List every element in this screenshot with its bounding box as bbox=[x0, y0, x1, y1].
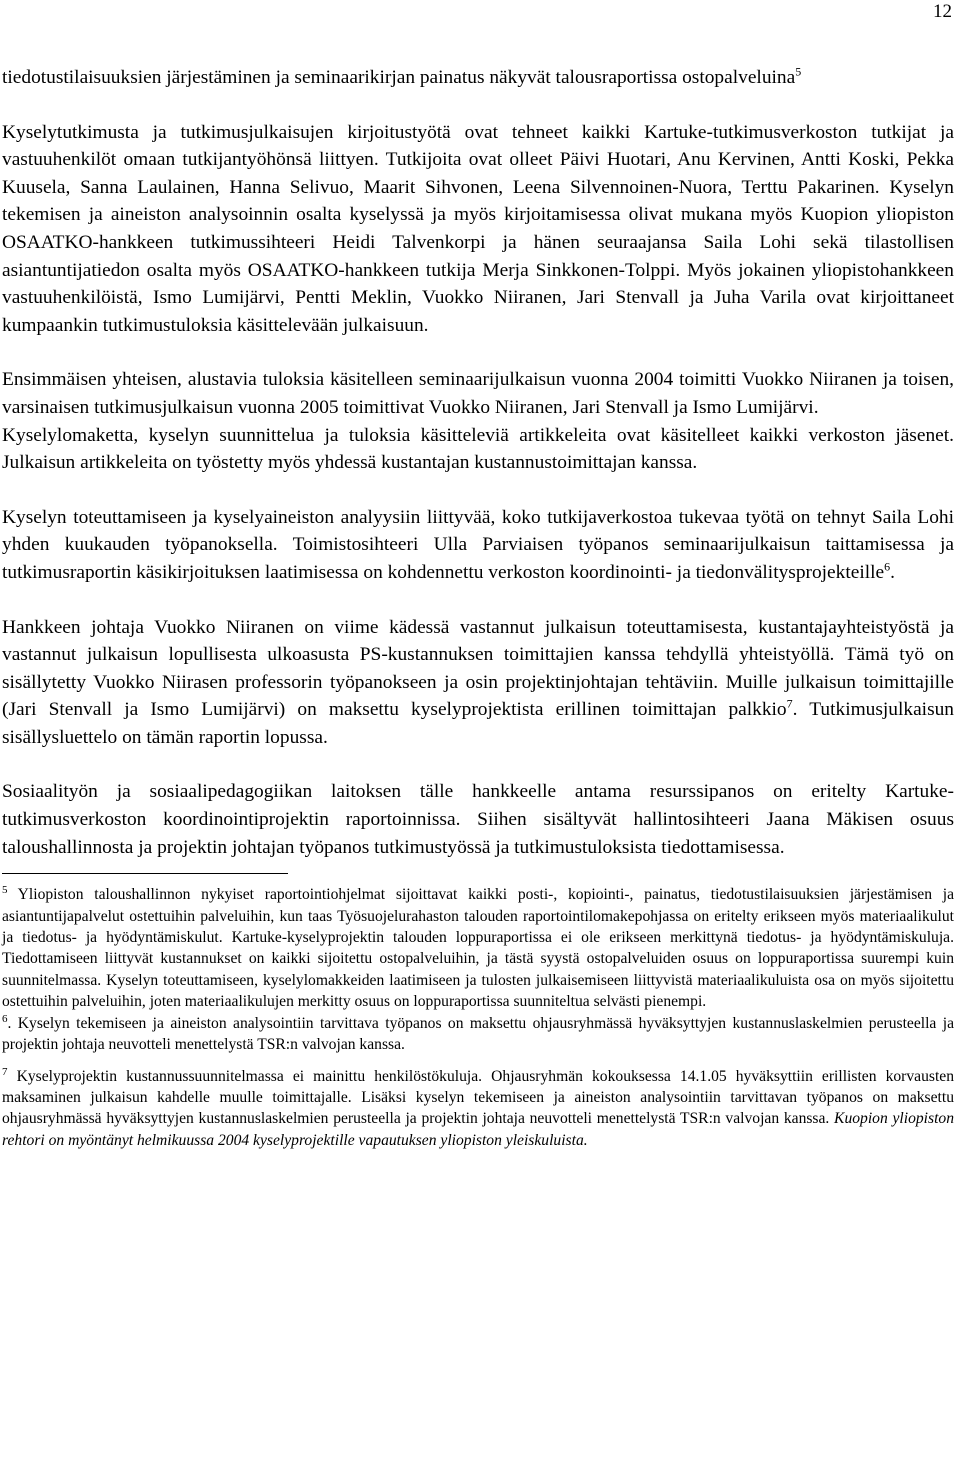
footnote-5 bbox=[2, 884, 954, 1012]
footnote-6 bbox=[2, 1013, 954, 1056]
footnote-reference: 7 bbox=[786, 696, 793, 711]
paragraph bbox=[2, 64, 954, 92]
document-body bbox=[2, 64, 954, 1151]
footnote-text: Yliopiston taloushallinnon nykyiset raportointiohjelmat sijoittavat kaikki posti-, kopiointi-, painatus, tiedotustilaisuuksien järjestämisen ja asiantuntijapalvelut ostettuihin palveluihin, kun taas Työsuojelurahaston talouden raportointilomakepohjassa on eritelty erikseen myös materiaalikulut ja tiedotus- ja hyödyntämiskulut. Kartuke-kyselyprojektin talouden loppuraportissa ei ole erikseen merkittynä tiedotus- ja hyödyntämiskuluja. Tiedottamiseen liittyvät kustannukset on kaikki sijoitettu ostopalveluihin, ja tästä syystä ostopalveluiden osuus on loppuraportissa suurempi kuin suunnitelmassa. Kyselyn toteuttamiseen, kyselylomakkeiden laatimiseen ja tulosten julkaisemiseen liittyvistä materiaalikuluista osa on myös sijoitettu ostettuihin palveluihin, joten materiaalikulujen merkitty osuus on loppuraportissa suunniteltua selvästi pienempi. bbox=[2, 886, 954, 1011]
paragraph-text: . Tutkimusjulkaisun sisällysluettelo on tämän raportin lopussa. bbox=[2, 699, 955, 748]
paragraph bbox=[2, 119, 954, 340]
paragraph bbox=[2, 614, 954, 752]
paragraph bbox=[2, 422, 954, 477]
paragraph bbox=[2, 504, 954, 587]
footnote-reference: 5 bbox=[795, 64, 802, 79]
paragraph-text: Hankkeen johtaja Vuokko Niiranen on viime kädessä vastannut julkaisun toteuttamisesta, kustantajayhteistyöstä ja vastannut julkaisun lopullisesta ulkoasusta PS-kustannuksen toimittajien kanssa tehdyllä yhteistyöllä. Tämä työ on sisällytetty Vuokko Niirasen professorin työpanokseen ja osin projektinjohtajan tehtäviin. Muille julkaisun toimittajille (Jari Stenvall ja Ismo Lumijärvi) on maksettu kyselyprojektista erillinen toimittajan palkkio bbox=[2, 616, 954, 721]
paragraph bbox=[2, 366, 954, 421]
paragraph-text: Kyselytutkimusta ja tutkimusjulkaisujen kirjoitustyötä ovat tehneet kaikki Kartuke-tutkimusverkoston tutkijat ja vastuuhenkilöt omaan tutkijantyöhönsä liittyen. Tutkijoita ovat olleet Päivi Huotari, Anu Kervinen, Antti Koski, Pekka Kuusela, Sanna Laulainen, Hanna Selivuo, Maarit Sihvonen, Leena Silvennoinen-Nuora, Terttu Pakarinen. Kyselyn tekemisen ja aineiston analysoinnin osalta kyselyssä ja myös kirjoitamisessa olivat mukana myös Kuopion yliopiston OSAATKO-hankkeen tutkimussihteeri Heidi Talvenkorpi ja hänen seuraajansa Saila Lohi sekä tilastollisen asiantuntijatiedon osalta myös OSAATKO-hankkeen tutkija Merja Sinkkonen-Tolppi. Myös jokainen yliopistohankkeen vastuuhenkilöistä, Ismo Lumijärvi, Pentti Meklin, Vuokko Niiranen, Jari Stenvall ja Juha Varila ovat kirjoittaneet kumpaankin tutkimustuloksia käsittelevään julkaisuun. bbox=[2, 121, 954, 336]
paragraph-text: Kyselylomaketta, kyselyn suunnittelua ja tuloksia käsitteleviä artikkeleita ovat käsitelleet kaikki verkoston jäsenet. Julkaisun artikkeleita on työstetty myös yhdessä kustantajan kustannustoimittajan kanssa. bbox=[2, 424, 954, 474]
footnote-text: . Kyselyn tekemiseen ja aineiston analysointiin tarvittava työpanos on maksettu ohjausryhmässä hyväksyttyjen kustannuslaskelmien perusteella ja projektin johtaja neuvotteli menettelystä TSR:n valvojan kanssa. bbox=[2, 1014, 954, 1054]
footnote-7 bbox=[2, 1066, 954, 1152]
paragraph bbox=[2, 778, 954, 861]
footnote-number: 6 bbox=[2, 1012, 8, 1025]
footnote-number: 7 bbox=[2, 1065, 8, 1078]
paragraph-text: . bbox=[890, 561, 895, 583]
footnote-italic-text: Kuopion yliopiston rehtori on myöntänyt helmikuussa 2004 kyselyprojektille vapautuksen yliopiston yleiskuluista. bbox=[2, 1110, 954, 1149]
footnote-number: 5 bbox=[2, 884, 8, 897]
page-number: 12 bbox=[933, 1, 952, 22]
paragraph-text: Ensimmäisen yhteisen, alustavia tuloksia käsitelleen seminaarijulkaisun vuonna 2004 toimitti Vuokko Niiranen ja toisen, varsinaisen tutkimusjulkaisun vuonna 2005 toimittivat Vuokko Niiranen, Jari Stenvall ja Ismo Lumijärvi. bbox=[2, 369, 954, 418]
paragraph-text: Sosiaalityön ja sosiaalipedagogiikan laitoksen tälle hankkeelle antama resurssipanos on eritelty Kartuke-tutkimusverkoston koordinointiprojektin raportoinnissa. Siihen sisältyvät hallintosihteeri Jaana Mäkisen osuus taloushallinnosta ja projektin johtajan työpanos tutkimustyössä ja tutkimustuloksista tiedottamisessa. bbox=[2, 781, 954, 858]
paragraph-text: Kyselyn toteuttamiseen ja kyselyaineiston analyysiin liittyvää, koko tutkijaverkostoa tukevaa työtä on tehnyt Saila Lohi yhden kuukauden työpanoksella. Toimistosihteeri Ulla Parviaisen työpanos seminaarijulkaisun taittamisessa ja tutkimusraportin käsikirjoituksen laatimisessa on kohdennettu verkoston koordinointi- ja tiedonvälitysprojekteille bbox=[2, 506, 954, 583]
footnote-separator bbox=[2, 873, 288, 874]
footnote-text: Kyselyprojektin kustannussuunnitelmassa ei mainittu henkilöstökuluja. Ohjausryhmän kokouksessa 14.1.05 hyväksyttiin erillisten korvausten maksaminen julkaisun kahdelle muulle toimittajalle. Lisäksi kyselyn tekemiseen ja aineiston analysointiin tarvittavan työpanos on maksettu ohjausryhmässä hyväksyttyjen kustannuslaskelmien perusteella ja projektin johtaja neuvotteli menettelystä TSR:n valvojan kanssa. bbox=[2, 1067, 954, 1128]
footnote-reference: 6 bbox=[884, 559, 891, 574]
paragraph-text: tiedotustilaisuuksien järjestäminen ja seminaarikirjan painatus näkyvät talousraportissa ostopalveluina bbox=[2, 67, 796, 88]
